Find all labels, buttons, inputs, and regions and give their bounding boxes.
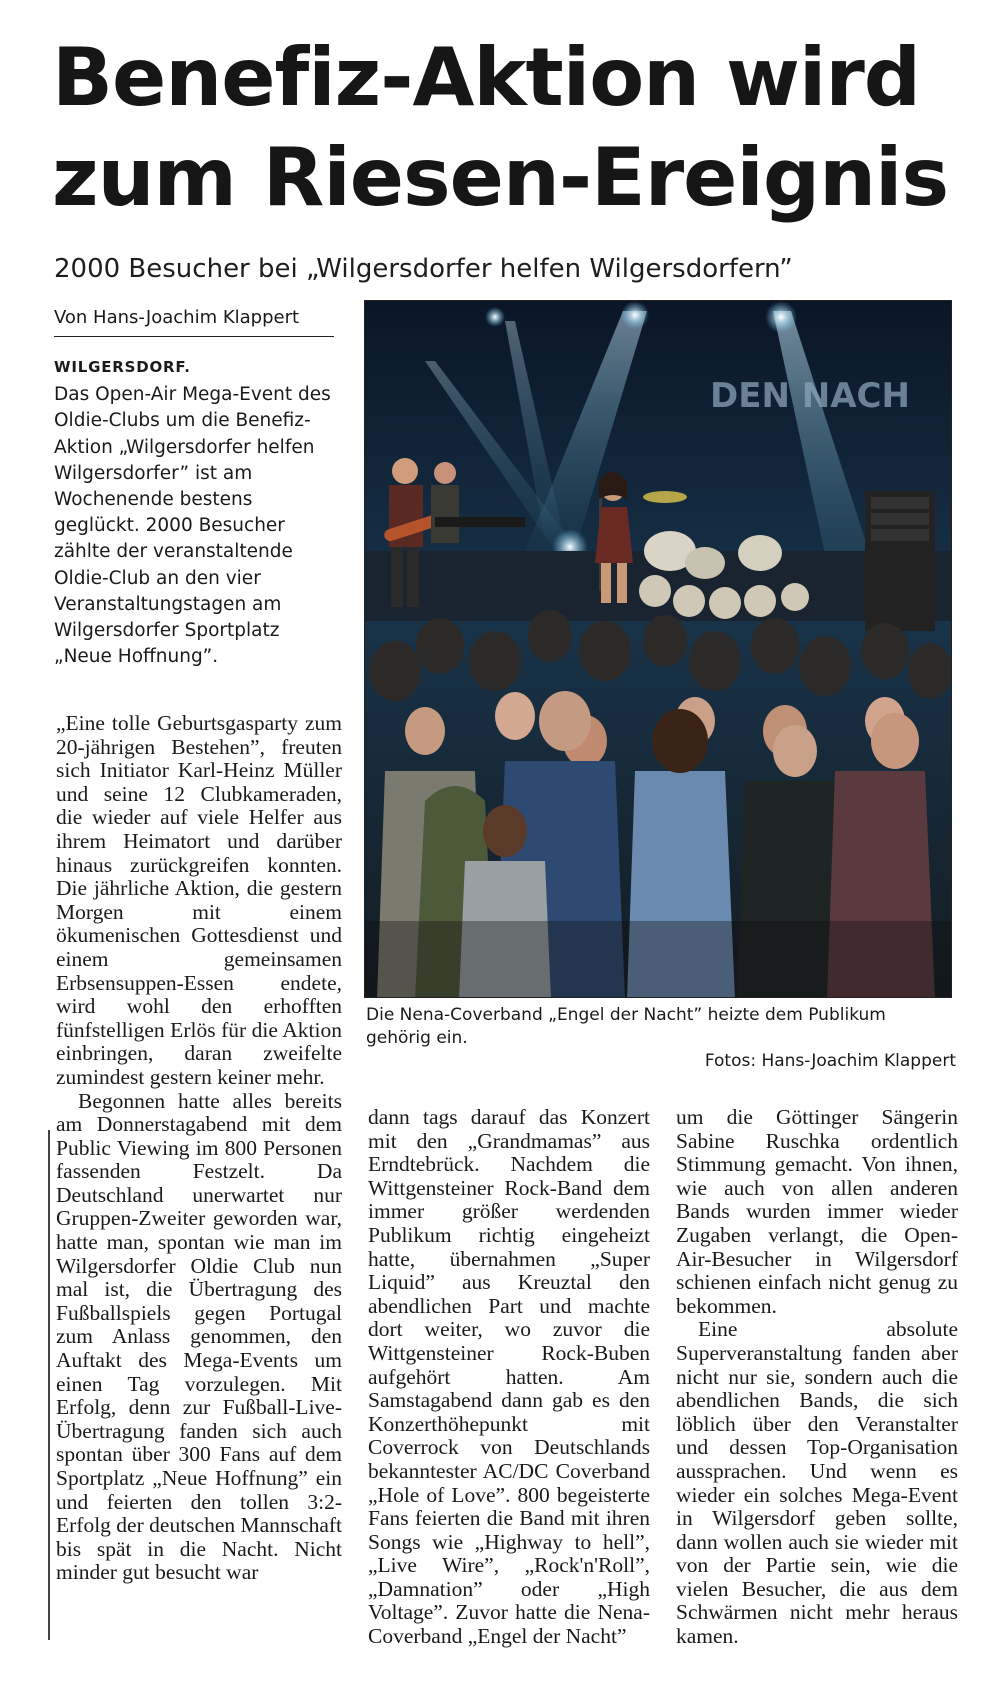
- body-paragraph: dann tags darauf das Konzert mit den „Grandmamas” aus Erndtebrück. Nachdem die Wittgensteiner Rock-Band dem immer größer werdenden Publikum richtig eingeheizt hatte, übernahmen „Super Liquid” aus Kreuztal den abendlichen Part und machte dort weiter, wo zuvor die Wittgensteiner Rock-Buben aufgehört hatten. Am Samstagabend dann gab es den Konzerthöhepunkt mit Coverrock von Deutschlands bekanntester AC/DC Coverband „Hole of Love”. 800 begeisterte Fans feierten die Band mit ihren Songs wie „Highway to hell”, „Live Wire”, „Rock'n'Roll”, „Damnation” oder „High Voltage”. Zuvor hatte die Nena-Coverband „Engel der Nacht”: [368, 1105, 650, 1649]
- article-column-3: [676, 1106, 958, 1649]
- dateline: WILGERSDORF.: [54, 358, 191, 376]
- body-paragraph: um die Göttinger Sängerin Sabine Ruschka ordentlich Stimmung gemacht. Von ihnen, wie auch von allen anderen Bands wurden immer wieder Zugaben verlangt, die Open-Air-Besucher in Wilgersdorf schienen einfach nicht genug zu bekommen.: [676, 1105, 958, 1318]
- concert-photo: [364, 300, 952, 998]
- column-rule: [48, 1130, 50, 1640]
- photo-credit: Fotos: Hans-Joachim Klappert: [704, 1051, 956, 1071]
- lead-paragraph: [54, 354, 338, 670]
- article-column-2: [368, 1106, 650, 1649]
- article-column-1: [56, 712, 342, 1585]
- photo-caption: [366, 1004, 956, 1073]
- lead-text: Das Open-Air Mega-Event des Oldie-Clubs um die Benefiz-Aktion „Wilgersdorfer helfen Wilgersdorfer” ist am Wochenende bestens geglückt. 2000 Besucher zählte der veranstaltende Oldie-Club an den vier Veranstaltungstagen am Wilgersdorfer Sportplatz „Neue Hoffnung”.: [54, 384, 331, 668]
- body-paragraph: Begonnen hatte alles bereits am Donnerstagabend mit dem Public Viewing im 800 Personen fassenden Festzelt. Da Deutschland unerwartet nur Gruppen-Zweiter geworden war, hatte man, spontan wie man im Wilgersdorfer Oldie Club nun mal ist, die Übertragung des Fußballspiels gegen Portugal zum Anlass genommen, den Auftakt des Mega-Events um einen Tag vorzulegen. Mit Erfolg, denn zur Fußball-Live-Übertragung fanden sich auch spontan über 300 Fans auf dem Sportplatz „Neue Hoffnung” ein und feierten den tollen 3:2-Erfolg der deutschen Mannschaft bis spät in die Nacht. Nicht minder gut besucht war: [56, 1088, 342, 1585]
- article-headline: Benefiz-Aktion wird zum Riesen-Ereignis: [52, 31, 949, 224]
- article-subheadline: 2000 Besucher bei „Wilgersdorfer helfen Wilgersdorfern”: [54, 254, 793, 284]
- stage-backdrop-lettering: DEN NACH: [710, 376, 910, 416]
- article-byline: Von Hans-Joachim Klappert: [54, 306, 334, 337]
- body-paragraph: „Eine tolle Geburtsgasparty zum 20-jährigen Bestehen”, freuten sich Initiator Karl-Heinz Müller und seine 12 Clubkameraden, die wieder auf viele Helfer aus ihrem Heimatort und darüber hinaus zurückgreifen konnten. Die jährliche Aktion, die gestern Morgen mit einem ökumenischen Gottesdienst und einem gemeinsamen Erbsensuppen-Essen endete, wird wohl den erhofften fünfstelligen Erlös für die Aktion einbringen, daran zweifelte zumindest gestern keiner mehr.: [56, 711, 342, 1089]
- body-paragraph: Eine absolute Superveranstaltung fanden aber nicht nur sie, sondern auch die abendlichen Bands, die sich löblich über den Veranstalter und dessen Top-Organisation aussprachen. Und wenn es wieder ein solches Mega-Event in Wilgersdorf geben sollte, dann wollen auch sie wieder mit von der Partie sein, wie die vielen Besucher, die aus dem Schwärmen nicht mehr heraus kamen.: [676, 1317, 958, 1649]
- concert-photo-image: [365, 301, 952, 998]
- photo-caption-text: Die Nena-Coverband „Engel der Nacht” heizte dem Publikum gehörig ein.: [366, 1005, 886, 1048]
